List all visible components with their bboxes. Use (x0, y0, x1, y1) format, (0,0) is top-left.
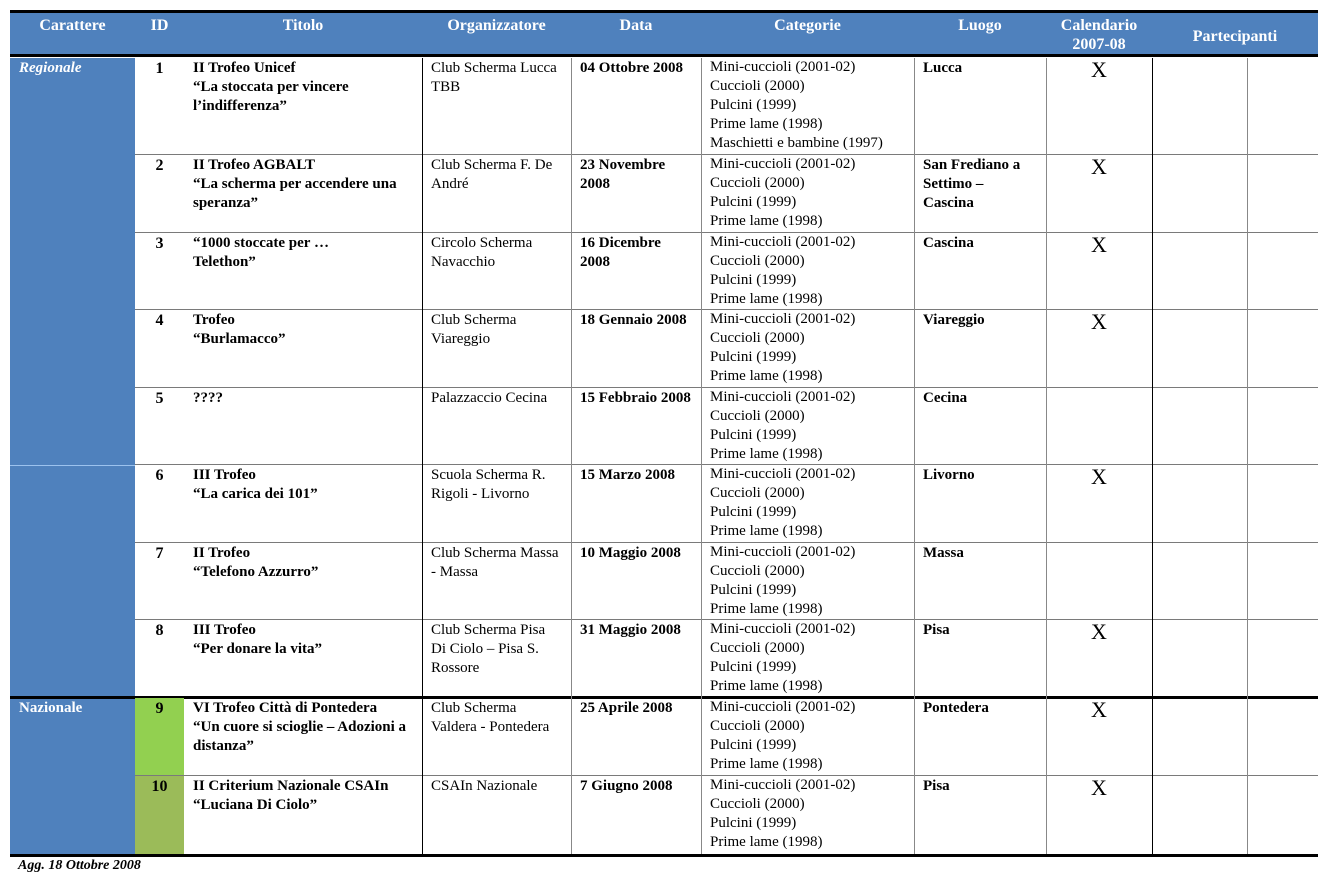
event-date: 15 Febbraio 2008 (580, 390, 691, 406)
category-item: Mini-cuccioli (2001-02) (710, 466, 856, 482)
event-id: 1 (155, 60, 164, 77)
event-title-line1: II Criterium Nazionale CSAIn (193, 778, 389, 794)
event-title (184, 58, 422, 155)
category-item: Mini-cuccioli (2001-02) (710, 544, 856, 560)
event-title-line2: “Telefono Azzurro” (193, 564, 319, 580)
participants-cell-a[interactable] (1152, 465, 1247, 543)
category-item: Pulcini (1999) (710, 427, 797, 443)
event-location: Pisa (923, 622, 950, 638)
event-categories (701, 776, 914, 855)
event-date: 10 Maggio 2008 (580, 545, 681, 561)
header-luogo: Luogo (958, 17, 1002, 34)
calendar-mark: X (1091, 619, 1107, 644)
category-item: Prime lame (1998) (710, 213, 823, 229)
event-title (184, 776, 422, 855)
event-title (184, 620, 422, 698)
last-updated-note: Agg. 18 Ottobre 2008 (18, 858, 141, 873)
column-divider (1152, 58, 1153, 855)
header-categorie: Categorie (774, 17, 841, 34)
header-calendario-line1: Calendario (1060, 17, 1138, 34)
calendar-mark: X (1091, 464, 1107, 489)
event-categories (701, 58, 914, 155)
event-location: Livorno (923, 467, 975, 483)
event-title-line2: “Un cuore si scioglie – Adozioni a distanza” (193, 719, 407, 754)
event-organizer: Palazzaccio Cecina (431, 390, 548, 406)
event-title-line2: “La scherma per accendere una speranza” (193, 176, 397, 211)
category-item: Prime lame (1998) (710, 678, 823, 694)
category-item: Cuccioli (2000) (710, 408, 805, 424)
category-item: Mini-cuccioli (2001-02) (710, 699, 856, 715)
participants-cell-a[interactable] (1152, 58, 1247, 155)
table-bottom-border (10, 854, 1318, 857)
event-title-line1: “1000 stoccate per … (193, 235, 329, 251)
event-date: 23 Novembre 2008 (580, 157, 666, 192)
event-categories (701, 620, 914, 698)
participants-cell-b[interactable] (1247, 620, 1318, 698)
event-id: 5 (155, 390, 164, 407)
group-regionale: Regionale (10, 58, 135, 698)
event-location: Cascina (923, 235, 974, 251)
event-title-line2: Telethon” (193, 254, 256, 270)
event-location: Viareggio (923, 312, 985, 328)
category-item: Prime lame (1998) (710, 446, 823, 462)
calendar-mark: X (1091, 309, 1107, 334)
category-item: Prime lame (1998) (710, 834, 823, 850)
calendar-mark (1046, 388, 1152, 465)
event-organizer: Club Scherma Valdera - Pontedera (431, 700, 550, 735)
category-item: Prime lame (1998) (710, 756, 823, 772)
category-item: Mini-cuccioli (2001-02) (710, 389, 856, 405)
category-item: Maschietti e bambine (1997) (710, 135, 883, 151)
category-item: Prime lame (1998) (710, 116, 823, 132)
category-item: Prime lame (1998) (710, 368, 823, 384)
event-title-line1: II Trofeo (193, 545, 251, 561)
event-title-line1: II Trofeo AGBALT (193, 157, 315, 173)
participants-cell-b[interactable] (1247, 155, 1318, 233)
category-item: Pulcini (1999) (710, 659, 797, 675)
participants-cell-b[interactable] (1247, 310, 1318, 388)
category-item: Cuccioli (2000) (710, 330, 805, 346)
column-divider (571, 58, 572, 855)
event-id: 9 (135, 698, 184, 776)
event-location: Cecina (923, 390, 968, 406)
participants-cell-a[interactable] (1152, 620, 1247, 698)
category-item: Pulcini (1999) (710, 97, 797, 113)
category-item: Cuccioli (2000) (710, 485, 805, 501)
category-item: Prime lame (1998) (710, 523, 823, 539)
event-title-line2: “Burlamacco” (193, 331, 286, 347)
category-item: Cuccioli (2000) (710, 563, 805, 579)
event-organizer: Circolo Scherma Navacchio (431, 235, 533, 270)
category-item: Cuccioli (2000) (710, 175, 805, 191)
header-calendario (1046, 16, 1152, 54)
event-categories (701, 543, 914, 620)
header-partecipanti: Partecipanti (1192, 28, 1278, 45)
event-id: 7 (155, 545, 164, 562)
event-categories (701, 698, 914, 776)
event-title-line1: ???? (193, 390, 223, 406)
event-date: 31 Maggio 2008 (580, 622, 681, 638)
event-title (184, 543, 422, 620)
category-item: Mini-cuccioli (2001-02) (710, 59, 856, 75)
event-title (184, 155, 422, 233)
participants-cell-b[interactable] (1247, 776, 1318, 855)
calendar-mark: X (1091, 775, 1107, 800)
participants-cell-b[interactable] (1247, 543, 1318, 620)
event-organizer: Club Scherma Lucca TBB (431, 60, 557, 95)
participants-cell-a[interactable] (1152, 698, 1247, 776)
event-categories (701, 465, 914, 543)
category-item: Prime lame (1998) (710, 601, 823, 617)
event-date: 16 Dicembre 2008 (580, 235, 661, 270)
group-divider (10, 465, 135, 466)
event-categories (701, 388, 914, 465)
event-title-line2: “La carica dei 101” (193, 486, 318, 502)
event-title-line1: III Trofeo (193, 467, 256, 483)
participants-cell-b[interactable] (1247, 233, 1318, 310)
category-item: Mini-cuccioli (2001-02) (710, 311, 856, 327)
calendar-mark: X (1091, 232, 1107, 257)
event-categories (701, 310, 914, 388)
event-location: Massa (923, 545, 964, 561)
event-categories (701, 233, 914, 310)
event-title-line2: “La stoccata per vincere l’indifferenza” (193, 79, 349, 114)
group-nazionale: Nazionale (10, 698, 135, 855)
column-divider (422, 58, 423, 855)
category-item: Cuccioli (2000) (710, 640, 805, 656)
table-header (10, 10, 1318, 57)
event-id: 10 (135, 776, 184, 855)
header-organizzatore: Organizzatore (447, 17, 546, 34)
calendar-mark: X (1091, 57, 1107, 82)
category-item: Mini-cuccioli (2001-02) (710, 621, 856, 637)
participants-cell-a[interactable] (1152, 776, 1247, 855)
event-date: 04 Ottobre 2008 (580, 60, 684, 76)
event-title-line1: II Trofeo Unicef (193, 60, 296, 76)
event-organizer: Scuola Scherma R. Rigoli - Livorno (431, 467, 546, 502)
event-title (184, 388, 422, 465)
event-organizer: Club Scherma Massa - Massa (431, 545, 559, 580)
event-id: 6 (155, 467, 164, 484)
event-title (184, 465, 422, 543)
event-location: Pontedera (923, 700, 989, 716)
header-data: Data (619, 17, 653, 34)
event-id: 4 (155, 312, 164, 329)
event-categories (701, 155, 914, 233)
category-item: Pulcini (1999) (710, 815, 797, 831)
participants-cell-b[interactable] (1247, 58, 1318, 155)
participants-cell-a[interactable] (1152, 233, 1247, 310)
event-organizer: Club Scherma F. De André (431, 157, 553, 192)
participants-cell-b[interactable] (1247, 388, 1318, 465)
calendar-mark: X (1091, 154, 1107, 179)
calendar-mark: X (1091, 697, 1107, 722)
category-item: Mini-cuccioli (2001-02) (710, 777, 856, 793)
event-id: 8 (155, 622, 164, 639)
category-item: Mini-cuccioli (2001-02) (710, 234, 856, 250)
column-divider (701, 58, 702, 855)
header-carattere: Carattere (39, 17, 106, 34)
category-item: Pulcini (1999) (710, 504, 797, 520)
event-title (184, 698, 422, 776)
event-title (184, 233, 422, 310)
category-item: Pulcini (1999) (710, 194, 797, 210)
event-title-line2: “Per donare la vita” (193, 641, 323, 657)
event-date: 15 Marzo 2008 (580, 467, 675, 483)
event-location: San Frediano a Settimo – Cascina (923, 157, 1021, 211)
category-item: Cuccioli (2000) (710, 796, 805, 812)
category-item: Pulcini (1999) (710, 737, 797, 753)
event-organizer: Club Scherma Pisa Di Ciolo – Pisa S. Rossore (431, 622, 546, 676)
event-date: 18 Gennaio 2008 (580, 312, 687, 328)
category-item: Mini-cuccioli (2001-02) (710, 156, 856, 172)
calendar-mark (1046, 543, 1152, 620)
participants-cell-a[interactable] (1152, 543, 1247, 620)
participants-cell-b[interactable] (1247, 698, 1318, 776)
category-item: Cuccioli (2000) (710, 78, 805, 94)
participants-cell-a[interactable] (1152, 155, 1247, 233)
participants-cell-a[interactable] (1152, 310, 1247, 388)
column-divider (1046, 58, 1047, 855)
participants-cell-b[interactable] (1247, 465, 1318, 543)
event-date: 25 Aprile 2008 (580, 700, 673, 716)
category-item: Pulcini (1999) (710, 272, 797, 288)
event-organizer: Club Scherma Viareggio (431, 312, 517, 347)
header-calendario-line2: 2007-08 (1072, 36, 1126, 53)
event-date: 7 Giugno 2008 (580, 778, 673, 794)
event-id: 3 (155, 235, 164, 252)
category-item: Prime lame (1998) (710, 291, 823, 307)
participants-cell-a[interactable] (1152, 388, 1247, 465)
event-location: Lucca (923, 60, 963, 76)
event-title-line1: Trofeo (193, 312, 235, 328)
column-divider (1247, 58, 1248, 855)
category-item: Cuccioli (2000) (710, 718, 805, 734)
event-id: 2 (155, 157, 164, 174)
event-title-line1: VI Trofeo Città di Pontedera (193, 700, 378, 716)
category-item: Pulcini (1999) (710, 349, 797, 365)
event-title-line2: “Luciana Di Ciolo” (193, 797, 318, 813)
column-divider (914, 58, 915, 855)
event-organizer: CSAIn Nazionale (431, 778, 538, 794)
category-item: Cuccioli (2000) (710, 253, 805, 269)
header-titolo: Titolo (282, 17, 324, 34)
event-title (184, 310, 422, 388)
event-title-line1: III Trofeo (193, 622, 256, 638)
header-id: ID (150, 17, 169, 34)
category-item: Pulcini (1999) (710, 582, 797, 598)
event-location: Pisa (923, 778, 950, 794)
